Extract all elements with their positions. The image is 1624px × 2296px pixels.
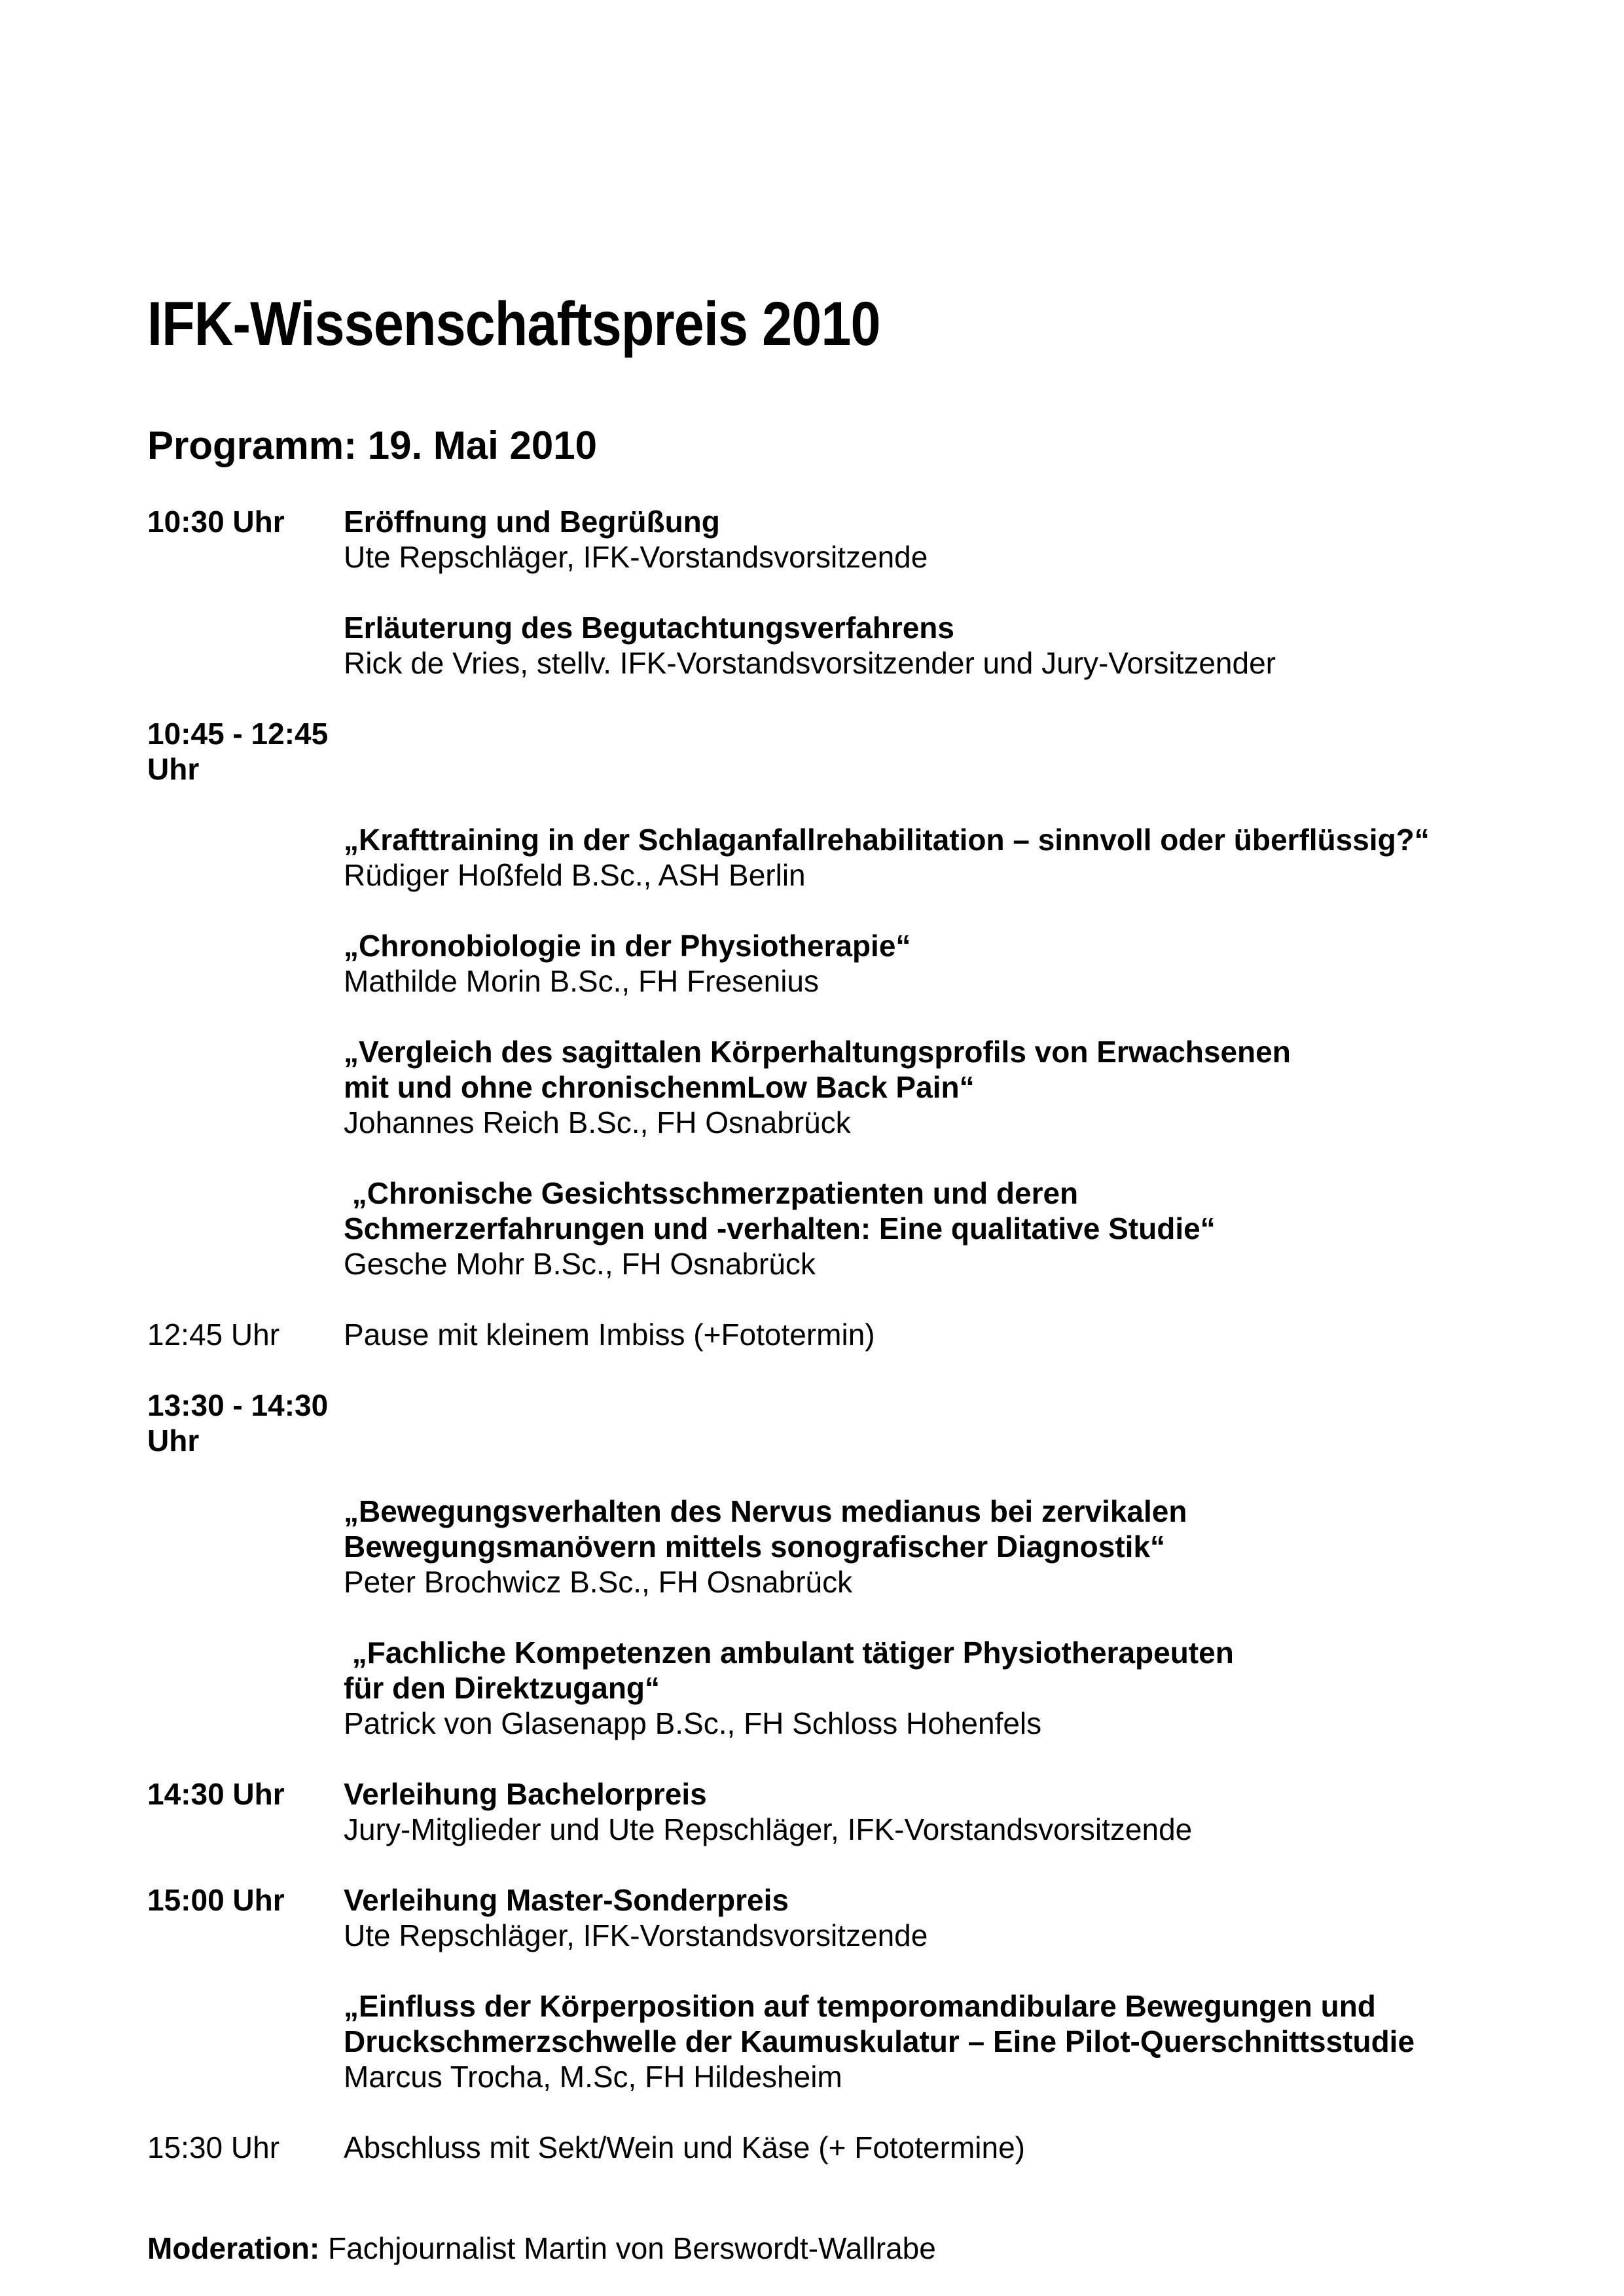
talk-title: „Chronobiologie in der Physiotherapie“: [344, 929, 911, 963]
talk-title-line2: Druckschmerzschwelle der Kaumuskulatur – Eine Pilot-Querschnittsstudie: [344, 2024, 1415, 2058]
time-label: 10:30 Uhr: [147, 505, 285, 539]
speaker-line: Peter Brochwicz B.Sc., FH Osnabrück: [344, 1565, 853, 1599]
speaker-line: Johannes Reich B.Sc., FH Osnabrück: [344, 1105, 851, 1139]
schedule-row-sonderpreis: [147, 1882, 1493, 1953]
talk-title: „Einfluss der Körperposition auf temporomandibulare Bewegungen und: [344, 1989, 1376, 2023]
speaker-line: Ute Repschläger, IFK-Vorstandsvorsitzende: [344, 540, 928, 574]
document-title: IFK-Wissenschaftspreis 2010: [147, 289, 880, 359]
talk-title-line2: Bewegungsmanövern mittels sonografischer Diagnostik“: [344, 1530, 1166, 1564]
speaker-line: Marcus Trocha, M.Sc, FH Hildesheim: [344, 2060, 842, 2094]
schedule-row-talk-krafttraining: [147, 822, 1493, 893]
entry-lines: [344, 1034, 1493, 1140]
schedule-row-talk-bewegungsverhalten: [147, 1494, 1493, 1600]
schedule-row-talk-chronobiologie: [147, 928, 1493, 999]
speaker-line: Ute Repschläger, IFK-Vorstandsvorsitzende: [344, 1918, 928, 1952]
entry-lines: [344, 1175, 1493, 1282]
entry-lines: [344, 928, 1493, 999]
schedule-row-pause: [147, 1317, 1493, 1352]
schedule-row-talk-gesichtsschmerz: [147, 1175, 1493, 1282]
speaker-line: Rüdiger Hoßfeld B.Sc., ASH Berlin: [344, 858, 806, 892]
talk-title-line2: mit und ohne chronischenmLow Back Pain“: [344, 1070, 975, 1104]
schedule-row-talk-kompetenzen: [147, 1635, 1493, 1741]
entry-lines: [344, 1776, 1493, 1847]
moderation-text: Fachjournalist Martin von Berswordt-Wallrabe: [319, 2231, 936, 2265]
talk-title: „Fachliche Kompetenzen ambulant tätiger Physiotherapeuten: [344, 1636, 1234, 1670]
session-title: Eröffnung und Begrüßung: [344, 505, 720, 539]
talk-title-line2: für den Direktzugang“: [344, 1671, 660, 1705]
schedule-row-opening: [147, 504, 1493, 575]
session-title: Verleihung Master-Sonderpreis: [344, 1883, 789, 1917]
schedule-row-bachelorpreis: [147, 1776, 1493, 1847]
time-range-heading: 13:30 - 14:30 Uhr: [147, 1388, 336, 1458]
schedule-row-timerange-afternoon: [147, 1388, 1493, 1458]
moderation-line: [147, 2231, 1493, 2266]
session-title: Erläuterung des Begutachtungsverfahrens: [344, 611, 954, 645]
program-date-heading: Programm: 19. Mai 2010: [147, 423, 597, 467]
talk-title: „Bewegungsverhalten des Nervus medianus bei zervikalen: [344, 1494, 1187, 1528]
speaker-line: Patrick von Glasenapp B.Sc., FH Schloss Hohenfels: [344, 1706, 1042, 1740]
speaker-line: Mathilde Morin B.Sc., FH Fresenius: [344, 964, 820, 998]
session-title: Verleihung Bachelorpreis: [344, 1777, 707, 1811]
time-range-heading: 10:45 - 12:45 Uhr: [147, 717, 336, 786]
session-title: Abschluss mit Sekt/Wein und Käse (+ Fototermine): [344, 2130, 1025, 2164]
speaker-line: Gesche Mohr B.Sc., FH Osnabrück: [344, 1247, 816, 1281]
time-label: 14:30 Uhr: [147, 1777, 285, 1811]
entry-lines: [344, 1882, 1493, 1953]
schedule-row-talk-einfluss: [147, 1988, 1493, 2094]
entry-lines: [344, 1988, 1493, 2094]
schedule-row-review-process: [147, 610, 1493, 681]
time-label: 12:45 Uhr: [147, 1318, 280, 1352]
entry-lines: [344, 1494, 1493, 1600]
talk-title: „Vergleich des sagittalen Körperhaltungsprofils von Erwachsenen: [344, 1035, 1291, 1069]
program-schedule: [147, 504, 1493, 2165]
moderation-label: Moderation:: [147, 2231, 320, 2265]
schedule-row-abschluss: [147, 2130, 1493, 2165]
speaker-line: Rick de Vries, stellv. IFK-Vorstandsvorsitzender und Jury-Vorsitzender: [344, 646, 1276, 680]
entry-lines: [344, 822, 1493, 893]
time-label: 15:30 Uhr: [147, 2130, 280, 2164]
schedule-row-timerange-morning: [147, 716, 1493, 787]
session-title: Pause mit kleinem Imbiss (+Fototermin): [344, 1318, 875, 1352]
entry-lines: [344, 1317, 1493, 1352]
entry-lines: [344, 2130, 1493, 2165]
talk-title-line2: Schmerzerfahrungen und -verhalten: Eine qualitative Studie“: [344, 1211, 1216, 1246]
speaker-line: Jury-Mitglieder und Ute Repschläger, IFK-Vorstandsvorsitzende: [344, 1812, 1193, 1846]
entry-lines: [344, 1635, 1493, 1741]
entry-lines: [344, 610, 1493, 681]
schedule-row-talk-vergleich: [147, 1034, 1493, 1140]
entry-lines: [344, 504, 1493, 575]
talk-title: „Chronische Gesichtsschmerzpatienten und deren: [344, 1176, 1079, 1210]
time-label: 15:00 Uhr: [147, 1883, 285, 1917]
talk-title: „Krafttraining in der Schlaganfallrehabilitation – sinnvoll oder überflüssig?“: [344, 823, 1430, 857]
